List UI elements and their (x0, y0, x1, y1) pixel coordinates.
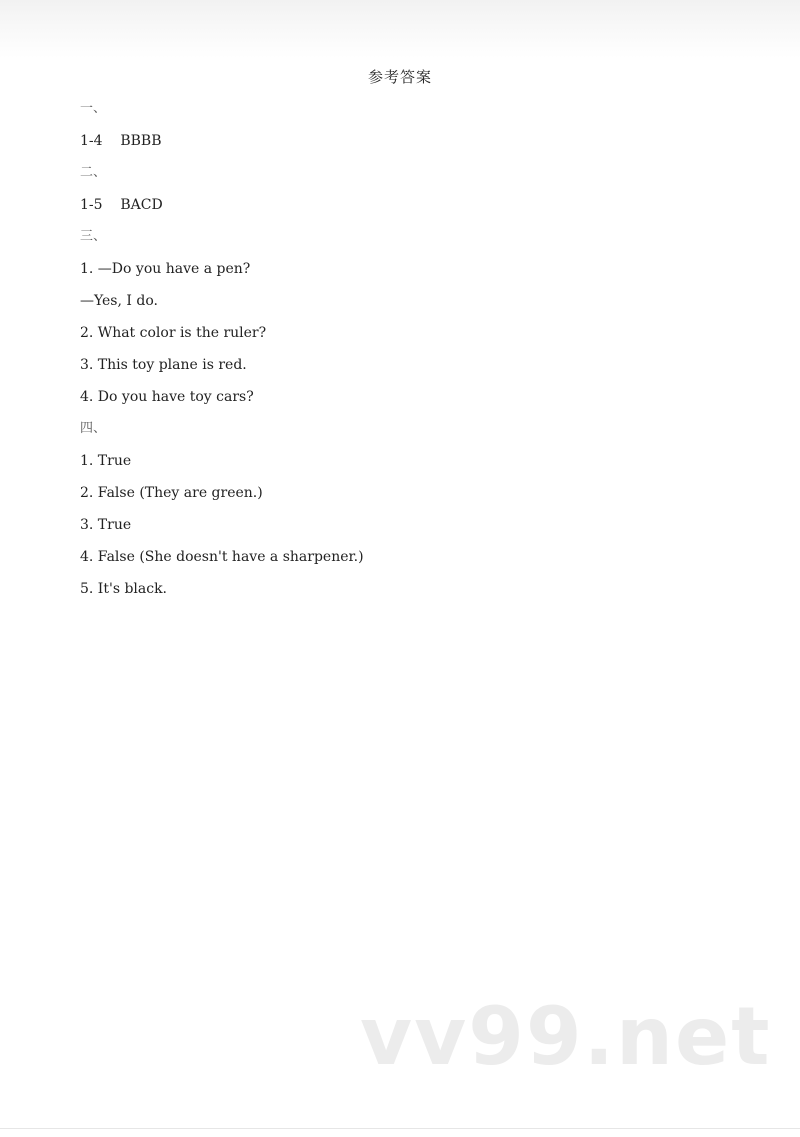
section-heading-3: 三、 (80, 229, 107, 244)
page-bottom-edge (0, 1128, 800, 1129)
answer-line: 1-4 BBBB (80, 133, 162, 149)
answer-line: 5. It's black. (80, 581, 168, 597)
answer-line: 2. What color is the ruler? (80, 325, 267, 341)
section-heading-4: 四、 (80, 421, 107, 436)
answer-line: 3. True (80, 517, 132, 533)
answer-line: —Yes, I do. (80, 293, 158, 309)
section-heading-1: 一、 (80, 101, 107, 116)
answer-line: 1. True (80, 453, 132, 469)
answer-line: 1-5 BACD (80, 197, 163, 213)
answer-line: 2. False (They are green.) (80, 485, 263, 501)
answer-list (80, 99, 720, 611)
section-heading-2: 二、 (80, 165, 107, 180)
watermark: vv99.net (360, 990, 772, 1083)
answer-line: 3. This toy plane is red. (80, 357, 247, 373)
page-top-shadow (0, 0, 800, 58)
page-title: 参考答案 (367, 68, 432, 86)
answer-line: 4. Do you have toy cars? (80, 389, 254, 405)
answer-line: 1. —Do you have a pen? (80, 261, 251, 277)
answer-line: 4. False (She doesn't have a sharpener.) (80, 549, 364, 565)
